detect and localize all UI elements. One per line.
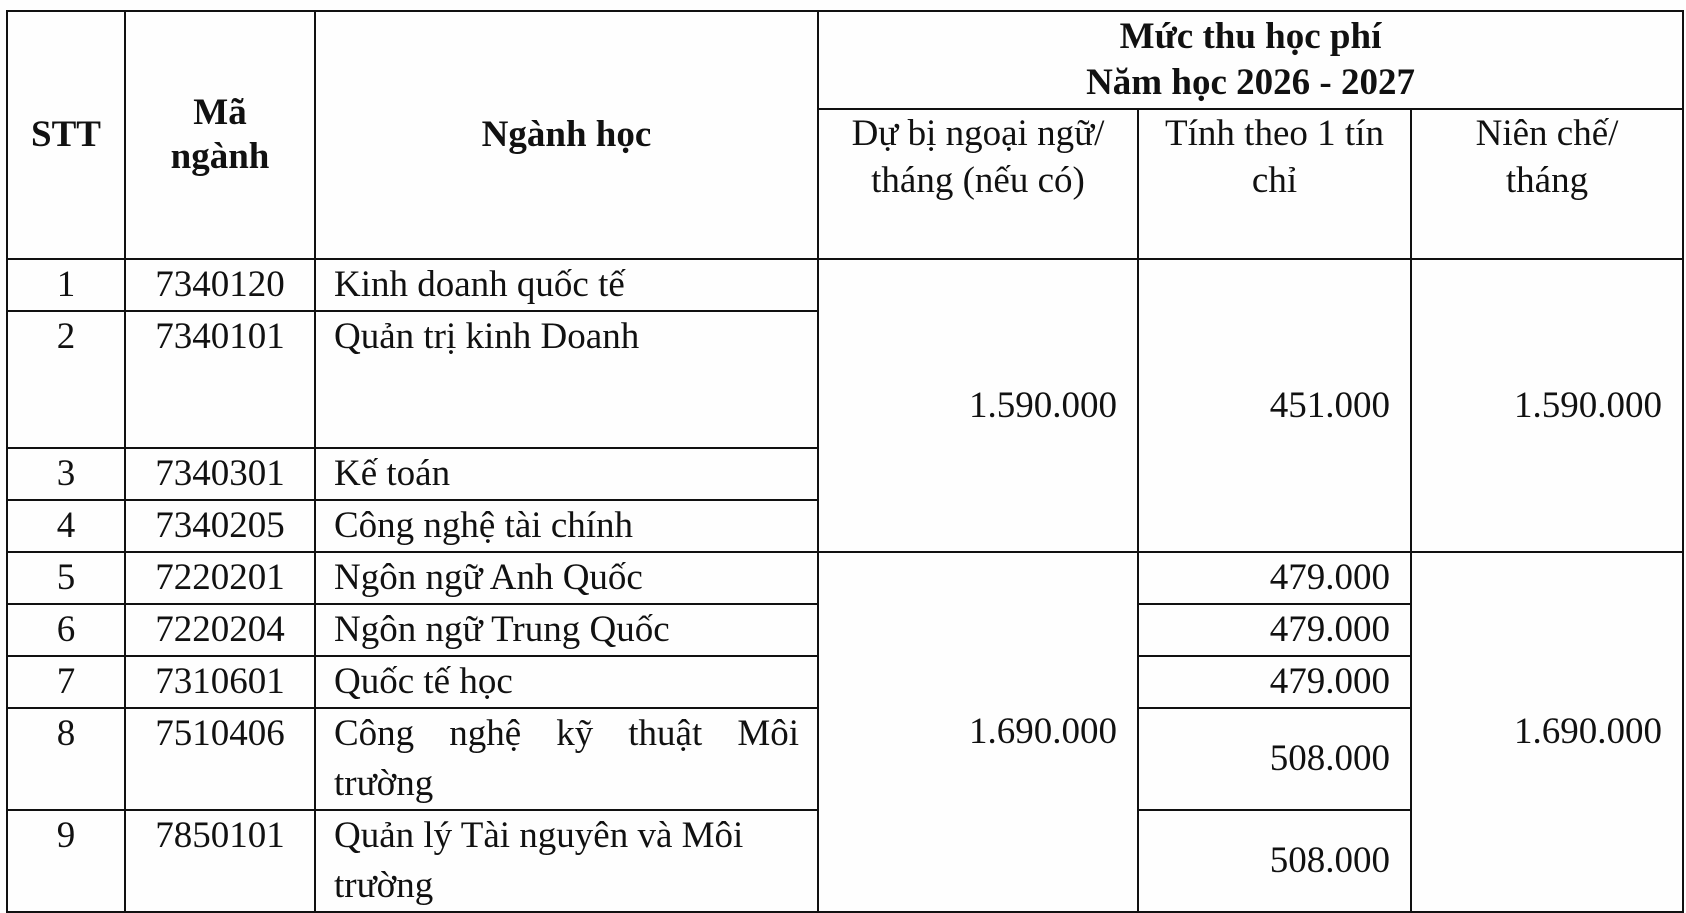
fee-group-year: Năm học 2026 - 2027 — [1086, 62, 1415, 103]
stt-cell: 8 — [7, 708, 125, 810]
major-cell: Ngôn ngữ Trung Quốc — [315, 604, 818, 656]
prep-fee-cell: 1.690.000 — [818, 552, 1138, 912]
credit-fee-cell: 479.000 — [1138, 604, 1411, 656]
major-cell: Quản lý Tài nguyên và Môi trường — [315, 810, 818, 912]
stt-cell: 9 — [7, 810, 125, 912]
code-cell: 7220201 — [125, 552, 315, 604]
credit-fee-cell: 451.000 — [1138, 259, 1411, 552]
header-credit: Tính theo 1 tín chỉ — [1138, 109, 1411, 259]
header-annual: Niên chế/ tháng — [1411, 109, 1683, 259]
table-row — [7, 259, 1683, 311]
annual-fee-cell: 1.690.000 — [1411, 552, 1683, 912]
header-stt: STT — [7, 11, 125, 259]
stt-cell: 3 — [7, 448, 125, 500]
annual-fee-cell: 1.590.000 — [1411, 259, 1683, 552]
stt-cell: 6 — [7, 604, 125, 656]
code-cell: 7340120 — [125, 259, 315, 311]
header-code: Mã ngành — [125, 11, 315, 259]
table-row — [7, 552, 1683, 604]
header-fee-group — [818, 11, 1683, 109]
stt-cell: 4 — [7, 500, 125, 552]
code-cell: 7220204 — [125, 604, 315, 656]
fee-group-title: Mức thu học phí — [1119, 16, 1382, 57]
credit-fee-cell: 479.000 — [1138, 656, 1411, 708]
code-cell: 7340101 — [125, 311, 315, 448]
code-cell: 7310601 — [125, 656, 315, 708]
tuition-fee-table — [6, 10, 1684, 913]
major-cell: Quản trị kinh Doanh — [315, 311, 818, 448]
code-cell: 7510406 — [125, 708, 315, 810]
code-cell: 7340205 — [125, 500, 315, 552]
major-cell: Công nghệ tài chính — [315, 500, 818, 552]
stt-cell: 5 — [7, 552, 125, 604]
major-cell: Ngôn ngữ Anh Quốc — [315, 552, 818, 604]
header-major: Ngành học — [315, 11, 818, 259]
header-prep: Dự bị ngoại ngữ/ tháng (nếu có) — [818, 109, 1138, 259]
credit-fee-cell: 508.000 — [1138, 708, 1411, 810]
code-cell: 7850101 — [125, 810, 315, 912]
stt-cell: 2 — [7, 311, 125, 448]
major-cell: Kế toán — [315, 448, 818, 500]
credit-fee-cell: 508.000 — [1138, 810, 1411, 912]
stt-cell: 1 — [7, 259, 125, 311]
prep-fee-cell: 1.590.000 — [818, 259, 1138, 552]
code-cell: 7340301 — [125, 448, 315, 500]
major-cell: Kinh doanh quốc tế — [315, 259, 818, 311]
credit-fee-cell: 479.000 — [1138, 552, 1411, 604]
major-cell: Công nghệ kỹ thuật Môi trường — [315, 708, 818, 810]
stt-cell: 7 — [7, 656, 125, 708]
major-cell: Quốc tế học — [315, 656, 818, 708]
